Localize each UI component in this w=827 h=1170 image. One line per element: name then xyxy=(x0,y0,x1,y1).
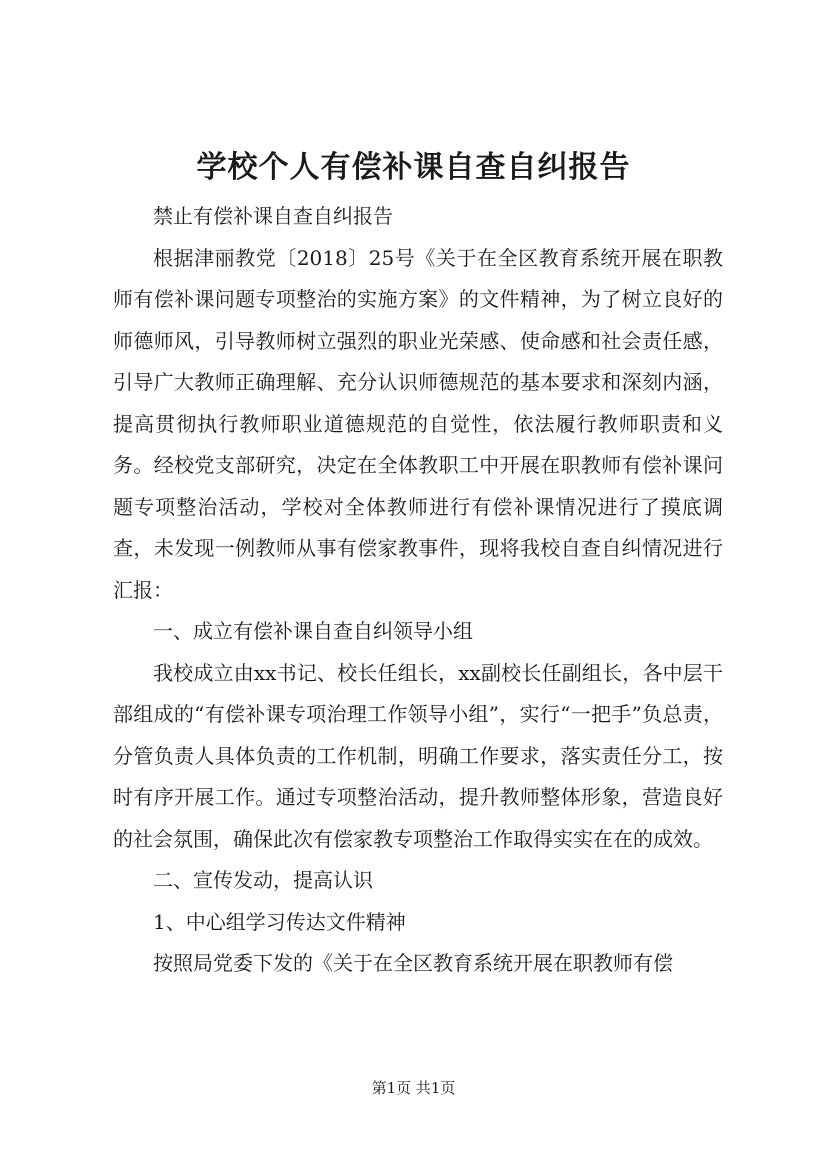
paragraph-section-2: 按照局党委下发的《关于在全区教育系统开展在职教师有偿 xyxy=(153,951,673,975)
section-heading-2: 二、宣传发动，提高认识 xyxy=(153,868,373,892)
document-body xyxy=(113,196,723,985)
page-footer: 第1页 共1页 xyxy=(371,1079,456,1097)
subsection-heading-1: 1、中心组学习传达文件精神 xyxy=(153,909,406,934)
paragraph-section-1: 我校成立由xx书记、校长任组长，xx副校长任副组长，各中层干部组成的“有偿补课专项治理工作领导小组”，实行“一把手”负总责，分管负责人具体负责的工作机制，明确工作要求，落实责任分工，按时有序开展工作。通过专项整治活动，提升教师整体形象，营造良好的社会氛围，确保此次有偿家教专项整治工作取得实实在在的成效。 xyxy=(113,660,723,851)
document-title: 学校个人有偿补课自查自纠报告 xyxy=(196,150,631,185)
paragraph-intro: 根据津丽教党〔2018〕25号《关于在全区教育系统开展在职教师有偿补课问题专项整治的实施方案》的文件精神，为了树立良好的师德师风，引导教师树立强烈的职业光荣感、使命感和社会责任感，引导广大教师正确理解、充分认识师德规范的基本要求和深刻内涵，提高贯彻执行教师职业道德规范的自觉性，依法履行教师职责和义务。经校党支部研究，决定在全体教职工中开展在职教师有偿补课问题专项整治活动，学校对全体教师进行有偿补课情况进行了摸底调查，未发现一例教师从事有偿家教事件，现将我校自查自纠情况进行汇报： xyxy=(113,245,723,602)
section-heading-1: 一、成立有偿补课自查自纠领导小组 xyxy=(153,619,473,643)
paragraph-subtitle: 禁止有偿补课自查自纠报告 xyxy=(153,204,393,228)
